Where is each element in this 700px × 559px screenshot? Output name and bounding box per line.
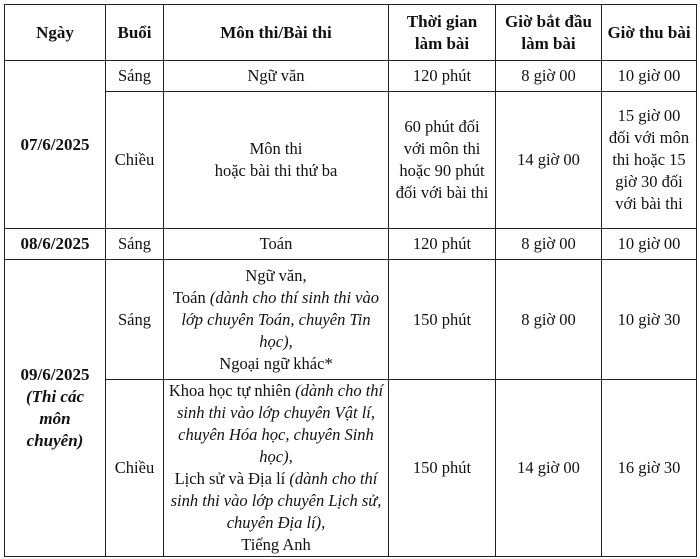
start-cell: 8 giờ 00 xyxy=(496,229,602,260)
table-row xyxy=(5,260,697,380)
subject-name: Khoa học tự nhiên xyxy=(168,381,296,400)
header-subject: Môn thi/Bài thi xyxy=(164,5,389,61)
start-cell: 14 giờ 00 xyxy=(496,92,602,229)
subject-line xyxy=(168,287,384,353)
duration-cell: 120 phút xyxy=(389,61,496,92)
table-row xyxy=(5,92,697,229)
duration-cell: 150 phút xyxy=(389,260,496,380)
subject-line: Tiếng Anh xyxy=(241,535,311,554)
date-text: 09/6/2025 xyxy=(20,365,90,384)
date-cell: 08/6/2025 xyxy=(5,229,106,260)
subject-cell xyxy=(164,380,389,557)
subject-line: Ngữ văn, xyxy=(245,265,307,285)
date-cell: 07/6/2025 xyxy=(5,61,106,229)
table-row xyxy=(5,229,697,260)
start-cell: 8 giờ 00 xyxy=(496,260,602,380)
header-end: Giờ thu bài xyxy=(602,5,697,61)
exam-schedule-table xyxy=(4,4,697,557)
start-cell: 14 giờ 00 xyxy=(496,380,602,557)
duration-cell: 60 phút đối với môn thi hoặc 90 phút đối với bài thi xyxy=(389,92,496,229)
session-cell: Sáng xyxy=(106,229,164,260)
subject-note: (dành cho thí sinh thi vào lớp chuyên Lịch sử, chuyên Địa lí), xyxy=(170,469,382,532)
subject-note: (dành cho thí sinh thi vào lớp chuyên Vật lí, chuyên Hóa học, chuyên Sinh học), xyxy=(176,381,384,466)
subject-cell: Toán xyxy=(164,229,389,260)
end-cell: 16 giờ 30 xyxy=(602,380,697,557)
end-cell: 10 giờ 00 xyxy=(602,229,697,260)
subject-line xyxy=(168,380,384,468)
date-cell xyxy=(5,260,106,557)
subject-note: (dành cho thí sinh thi vào lớp chuyên Toán, chuyên Tin học), xyxy=(181,287,379,351)
subject-name: Toán xyxy=(173,287,210,307)
end-cell: 10 giờ 00 xyxy=(602,61,697,92)
end-cell: 15 giờ 00 đối với môn thi hoặc 15 giờ 30 đối với bài thi xyxy=(602,92,697,229)
subject-name: Lịch sử và Địa lí xyxy=(174,469,290,488)
end-cell: 10 giờ 30 xyxy=(602,260,697,380)
duration-cell: 150 phút xyxy=(389,380,496,557)
header-start: Giờ bắt đầu làm bài xyxy=(496,5,602,61)
session-cell: Chiều xyxy=(106,380,164,557)
date-note: (Thi các môn chuyên) xyxy=(25,387,85,450)
table-row xyxy=(5,380,697,557)
table-row xyxy=(5,61,697,92)
subject-line: Môn thi xyxy=(249,139,303,158)
subject-cell xyxy=(164,92,389,229)
subject-line: Ngoại ngữ khác* xyxy=(219,353,333,373)
subject-line: hoặc bài thi thứ ba xyxy=(214,161,338,180)
start-cell: 8 giờ 00 xyxy=(496,61,602,92)
session-cell: Sáng xyxy=(106,61,164,92)
subject-cell xyxy=(164,260,389,380)
subject-cell: Ngữ văn xyxy=(164,61,389,92)
subject-line xyxy=(168,468,384,534)
header-date: Ngày xyxy=(5,5,106,61)
session-cell: Chiều xyxy=(106,92,164,229)
header-duration: Thời gian làm bài xyxy=(389,5,496,61)
header-session: Buổi xyxy=(106,5,164,61)
duration-cell: 120 phút xyxy=(389,229,496,260)
header-row xyxy=(5,5,697,61)
session-cell: Sáng xyxy=(106,260,164,380)
